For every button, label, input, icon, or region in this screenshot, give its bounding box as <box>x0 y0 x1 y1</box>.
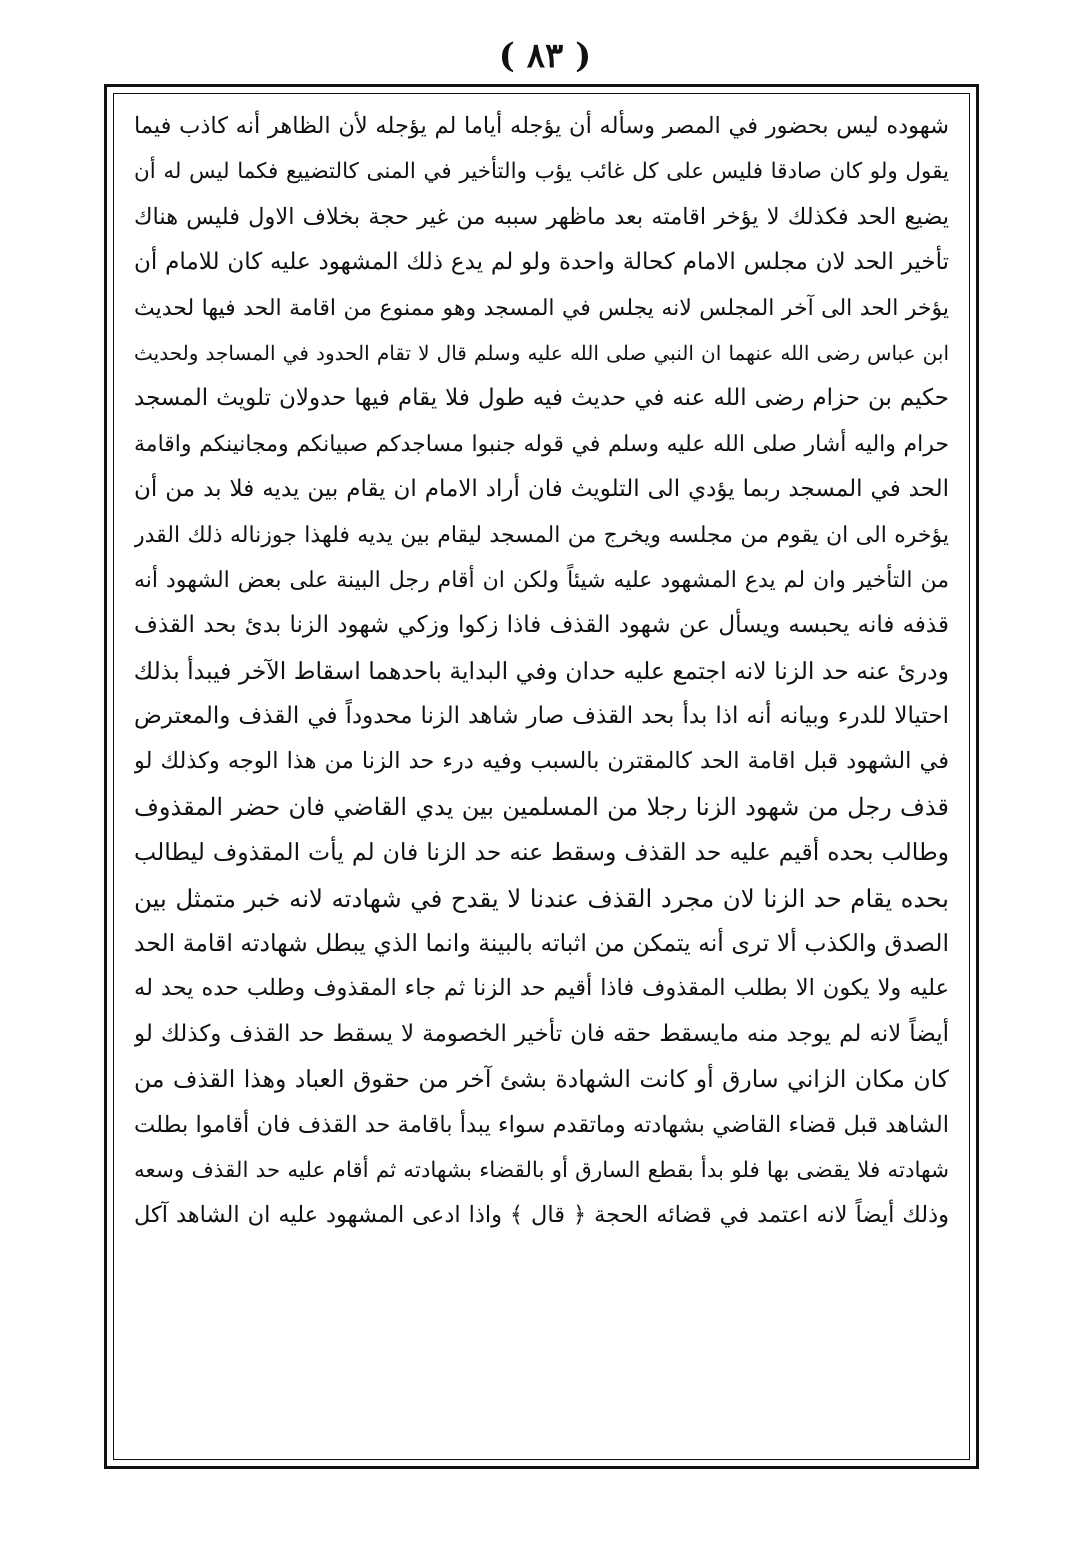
text-line: يضيع الحد فكذلك لا يؤخر اقامته بعد ماظهر سببه من غير حجة بخلاف الاول فليس هناك <box>134 203 949 230</box>
text-line: قذفه فانه يحبسه ويسأل عن شهود القذف فاذا زكوا وزكي شهود الزنا بدئ بحد القذف <box>134 612 949 639</box>
text-line: حكيم بن حزام رضى الله عنه في حديث فيه طول فلا يقام فيها حدولان تلويث المسجد <box>134 385 949 412</box>
text-line: في الشهود قبل اقامة الحد كالمقترن بالسبب وفيه درء حد الزنا من هذا الوجه وكذلك لو <box>134 748 949 775</box>
text-line: حرام واليه أشار صلى الله عليه وسلم في قوله جنبوا مساجدكم صبيانكم ومجانينكم واقامة <box>134 431 949 457</box>
text-line: الشاهد قبل قضاء القاضي بشهادته وماتقدم سواء يبدأ باقامة حد القذف فان أقاموا بطلت <box>134 1111 949 1138</box>
text-body <box>134 104 949 1239</box>
text-line: ابن عباس رضى الله عنهما ان النبي صلى الله عليه وسلم قال لا تقام الحدود في المساجد ولحديث <box>134 340 949 365</box>
inner-border <box>113 93 970 1460</box>
text-line: يؤخره الى ان يقوم من مجلسه ويخرج من المسجد ليقام بين يديه فلهذا جوزناله ذلك القدر <box>134 522 949 548</box>
page-border <box>104 84 979 1469</box>
text-line: شهوده ليس بحضور في المصر وسأله أن يؤجله أياما لم يؤجله لأن الظاهر أنه كاذب فيما <box>134 113 949 139</box>
text-line: احتيالا للدرء وبيانه أنه اذا بدأ بحد القذف صار شاهد الزنا محدوداً في القذف والمعترض <box>134 703 949 730</box>
text-line: أيضاً لانه لم يوجد منه مايسقط حقه فان تأخير الخصومة لا يسقط حد القذف وكذلك لو <box>134 1020 949 1047</box>
text-line: تأخير الحد لان مجلس الامام كحالة واحدة ولو لم يدع ذلك المشهود عليه كان للامام أن <box>134 249 949 276</box>
text-line: وذلك أيضاً لانه اعتمد في قضائه الحجة ﴿ قال ﴾ واذا ادعى المشهود عليه ان الشاهد آكل <box>134 1202 949 1229</box>
text-line: قذف رجل من شهود الزنا رجلا من المسلمين بين يدي القاضي فان حضر المقذوف <box>134 792 949 821</box>
page-number: ( ٨٣ ) <box>498 36 592 76</box>
text-line: من التأخير وان لم يدع المشهود عليه شيئاً ولكن ان أقام رجل البينة على بعض الشهود أنه <box>134 567 949 593</box>
text-line: يقول ولو كان صادقا فليس على كل غائب يؤب والتأخير في المنى كالتضييع فكما ليس له أن <box>134 159 949 185</box>
text-line: ودرئ عنه حد الزنا لانه اجتمع عليه حدان وفي البداية باحدهما اسقاط الآخر فيبدأ بذلك <box>134 656 949 685</box>
text-line: كان مكان الزاني سارق أو كانت الشهادة بشئ آخر من حقوق العباد وهذا القذف من <box>134 1065 949 1094</box>
text-line: وطالب بحده أقيم عليه حد القذف وسقط عنه حد الزنا فان لم يأت المقذوف ليطالب <box>134 838 949 867</box>
text-line: عليه ولا يكون الا بطلب المقذوف فاذا أقيم حد الزنا ثم جاء المقذوف وطلب حده يحد له <box>134 975 949 1002</box>
text-line: شهادته فلا يقضى بها فلو بدأ بقطع السارق أو بالقضاء بشهادته ثم أقام عليه حد القذف وسعه <box>134 1157 949 1183</box>
text-line: الحد في المسجد ربما يؤدي الى التلويث فان أراد الامام ان يقام بين يديه فلا بد من أن <box>134 476 949 503</box>
text-line: الصدق والكذب ألا ترى أنه يتمكن من اثباته بالبينة وانما الذي يبطل شهادته اقامة الحد <box>134 929 949 958</box>
text-line: يؤخر الحد الى آخر المجلس لانه يجلس في المسجد وهو ممنوع من اقامة الحد فيها لحديث <box>134 295 949 321</box>
text-line: بحده يقام حد الزنا لان مجرد القذف عندنا لا يقدح في شهادته لانه خبر متمثل بين <box>134 883 949 913</box>
